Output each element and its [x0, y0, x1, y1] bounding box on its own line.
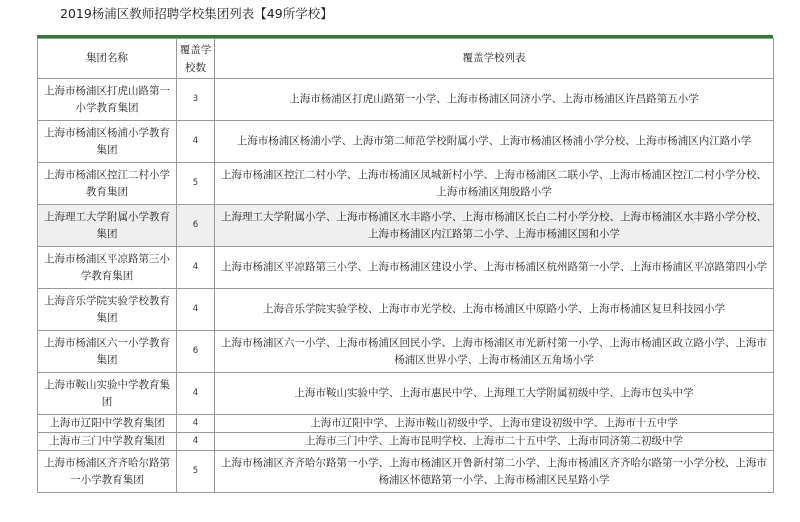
table-row — [38, 205, 774, 247]
table-row — [38, 163, 774, 205]
group-name-cell: 上海市杨浦区杨浦小学教育集团 — [38, 121, 177, 163]
school-list-cell: 上海市杨浦区打虎山路第一小学、上海市杨浦区同济小学、上海市杨浦区许昌路第五小学 — [215, 79, 774, 121]
group-name-cell: 上海音乐学院实验学校教育集团 — [38, 289, 177, 331]
school-count-cell: 5 — [177, 451, 215, 493]
header-school-list: 覆盖学校列表 — [215, 39, 774, 79]
table-row — [38, 289, 774, 331]
table-row — [38, 121, 774, 163]
school-list-cell: 上海市杨浦区齐齐哈尔路第一小学、上海市杨浦区开鲁新村第二小学、上海市杨浦区齐齐哈尔路第一小学分校、上海市杨浦区怀德路第一小学、上海市杨浦区民星路小学 — [215, 451, 774, 493]
group-name-cell: 上海市三门中学教育集团 — [38, 433, 177, 451]
school-count-cell: 6 — [177, 331, 215, 373]
school-count-cell: 4 — [177, 247, 215, 289]
school-list-cell: 上海市三门中学、上海市昆明学校、上海市二十五中学、上海市同济第二初级中学 — [215, 433, 774, 451]
table-row — [38, 373, 774, 415]
school-count-cell: 4 — [177, 373, 215, 415]
group-name-cell: 上海市辽阳中学教育集团 — [38, 415, 177, 433]
table-row — [38, 79, 774, 121]
school-count-cell: 4 — [177, 121, 215, 163]
school-count-cell: 4 — [177, 415, 215, 433]
school-list-cell: 上海市杨浦区杨浦小学、上海市第二师范学校附属小学、上海市杨浦区杨浦小学分校、上海市杨浦区内江路小学 — [215, 121, 774, 163]
header-group-name: 集团名称 — [38, 39, 177, 79]
group-name-cell: 上海市杨浦区控江二村小学教育集团 — [38, 163, 177, 205]
school-list-cell: 上海市杨浦区控江二村小学、上海市杨浦区凤城新村小学、上海市杨浦区二联小学、上海市杨浦区控江二村小学分校、上海市杨浦区翔殷路小学 — [215, 163, 774, 205]
school-count-cell: 3 — [177, 79, 215, 121]
school-list-cell: 上海市杨浦区平凉路第三小学、上海市杨浦区建设小学、上海市杨浦区杭州路第一小学、上海市杨浦区平凉路第四小学 — [215, 247, 774, 289]
group-name-cell: 上海市杨浦区平凉路第三小学教育集团 — [38, 247, 177, 289]
header-row — [38, 39, 774, 79]
table — [37, 38, 774, 493]
group-name-cell: 上海市杨浦区打虎山路第一小学教育集团 — [38, 79, 177, 121]
table-row — [38, 247, 774, 289]
school-count-cell: 4 — [177, 289, 215, 331]
group-name-cell: 上海市鞍山实验中学教育集团 — [38, 373, 177, 415]
school-count-cell: 4 — [177, 433, 215, 451]
school-count-cell: 5 — [177, 163, 215, 205]
table-row — [38, 451, 774, 493]
header-school-count: 覆盖学 校数 — [177, 39, 215, 79]
group-name-cell: 上海理工大学附属小学教育集团 — [38, 205, 177, 247]
school-count-cell: 6 — [177, 205, 215, 247]
table-row — [38, 433, 774, 451]
school-group-table — [37, 35, 773, 493]
school-list-cell: 上海理工大学附属小学、上海市杨浦区水丰路小学、上海市杨浦区长白二村小学分校、上海市杨浦区水丰路小学分校、上海市杨浦区内江路第二小学、上海市杨浦区国和小学 — [215, 205, 774, 247]
school-list-cell: 上海市鞍山实验中学、上海市惠民中学、上海理工大学附属初级中学、上海市包头中学 — [215, 373, 774, 415]
table-row — [38, 331, 774, 373]
group-name-cell: 上海市杨浦区齐齐哈尔路第一小学教育集团 — [38, 451, 177, 493]
school-list-cell: 上海市杨浦区六一小学、上海市杨浦区回民小学、上海市杨浦区市光新村第一小学、上海市杨浦区政立路小学、上海市杨浦区世界小学、上海市杨浦区五角场小学 — [215, 331, 774, 373]
page-title: 2019杨浦区教师招聘学校集团列表【49所学校】 — [60, 6, 333, 21]
school-list-cell: 上海市辽阳中学、上海市鞍山初级中学、上海市建设初级中学、上海市十五中学 — [215, 415, 774, 433]
group-name-cell: 上海市杨浦区六一小学教育集团 — [38, 331, 177, 373]
school-list-cell: 上海音乐学院实验学校、上海市市光学校、上海市杨浦区中原路小学、上海市杨浦区复旦科技园小学 — [215, 289, 774, 331]
table-row — [38, 415, 774, 433]
